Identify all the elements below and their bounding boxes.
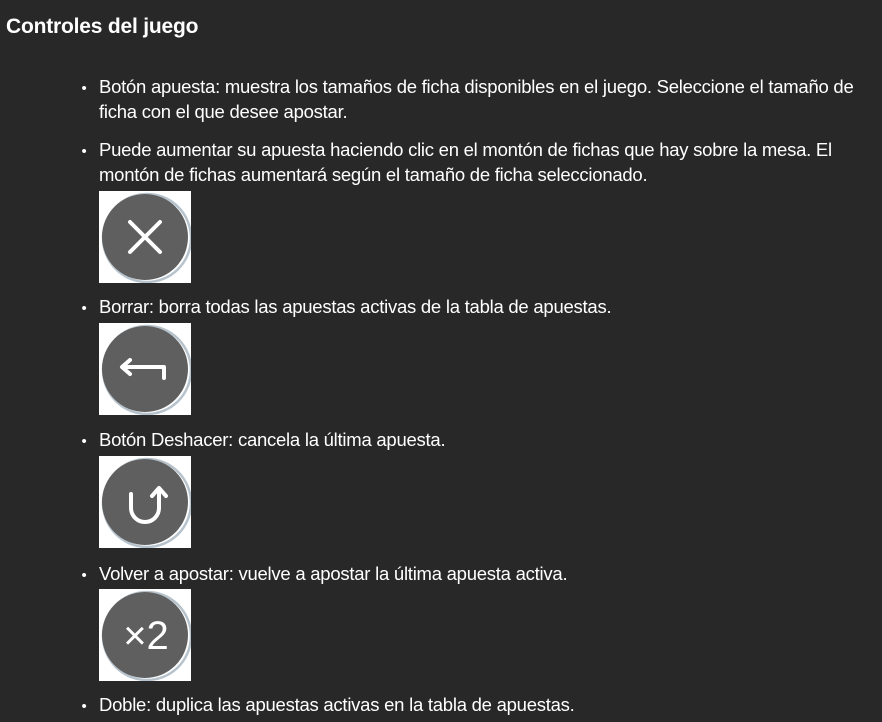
list-item-rebet (81, 561, 859, 586)
list-item-text: Borrar: borra todas las apuestas activas de la tabla de apuestas. (99, 296, 612, 317)
bullet: • (81, 143, 87, 160)
undo-arrow-icon (99, 323, 191, 415)
rebet-arrow-icon (99, 456, 191, 548)
list-item-undo (81, 427, 859, 452)
list-item-text: Botón Deshacer: cancela la última apuesta. (99, 429, 446, 450)
list-item-text: Puede aumentar su apuesta haciendo clic en el montón de fichas que hay sobre la mesa. El montón de fichas aumentará según el tamaño de ficha seleccionado. (99, 139, 832, 185)
bullet: • (81, 80, 87, 97)
bullet: • (81, 567, 87, 584)
list-item-chip-stack (81, 137, 859, 187)
list-item-text: Doble: duplica las apuestas activas en la tabla de apuestas. (99, 694, 575, 715)
list-item-double (81, 692, 859, 717)
bullet: • (81, 433, 87, 450)
double-icon-label: ×2 (123, 614, 169, 658)
list-item-clear (81, 294, 859, 319)
list-item-text: Botón apuesta: muestra los tamaños de ficha disponibles en el juego. Seleccione el tamaño de ficha con el que desee apostar. (99, 76, 854, 122)
page-title: Controles del juego (6, 15, 199, 38)
list-item-bet-button (81, 74, 859, 124)
bullet: • (81, 300, 87, 317)
clear-x-icon (99, 191, 191, 283)
double-x2-icon (99, 589, 191, 681)
bullet: • (81, 698, 87, 715)
list-item-text: Volver a apostar: vuelve a apostar la última apuesta activa. (99, 563, 568, 584)
